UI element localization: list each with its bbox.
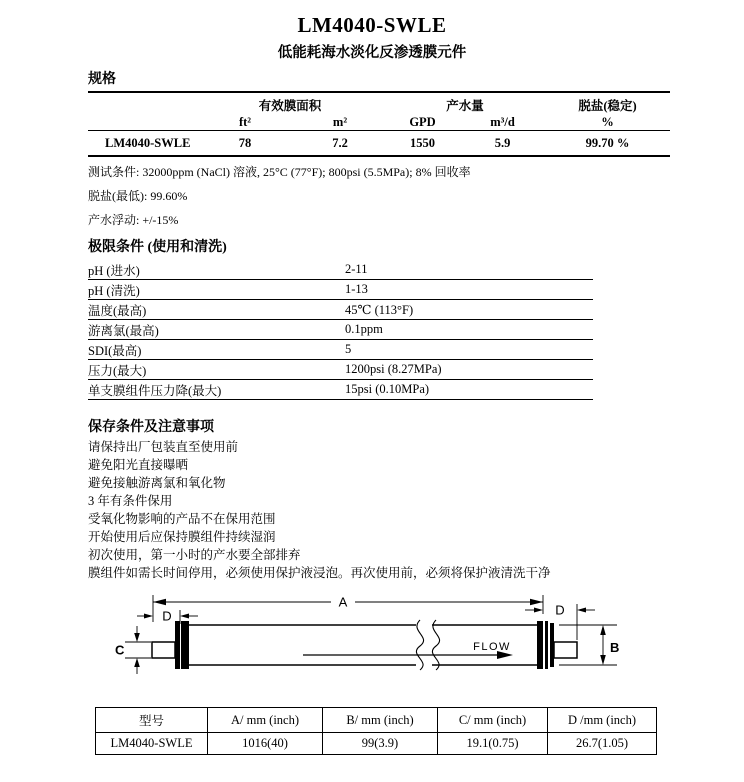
- spec-col-m2: m²: [295, 114, 385, 131]
- dims-c: 19.1(0.75): [438, 733, 548, 755]
- page-title: LM4040-SWLE: [297, 13, 447, 37]
- spec-group-empty: [88, 92, 195, 114]
- dimensions-table: [95, 707, 657, 755]
- test-conditions-note: 测试条件: 32000ppm (NaCl) 溶液, 25°C (77°F); 800psi (5.5MPa); 8% 回收率: [88, 165, 471, 179]
- spec-section: [88, 68, 670, 232]
- limits-row-temperature: [88, 300, 593, 320]
- flow-variation-note: 产水浮动: +/-15%: [88, 213, 179, 227]
- dims-col-d: D /mm (inch): [548, 708, 657, 733]
- storage-heading: 保存条件及注意事项: [88, 420, 214, 435]
- limits-row-sdi: [88, 340, 593, 360]
- limits-row-ph-cleaning: [88, 280, 593, 300]
- dims-col-a: A/ mm (inch): [208, 708, 323, 733]
- dim-label-d-right: D: [555, 602, 565, 618]
- right-end-cap: [537, 621, 554, 669]
- dimension-c: [125, 626, 151, 674]
- spec-data-row: [88, 131, 670, 157]
- min-rejection-note: 脱盐(最低): 99.60%: [88, 189, 188, 203]
- spec-col-ft2: ft²: [195, 114, 295, 131]
- limits-heading: 极限条件 (使用和清洗): [88, 240, 227, 255]
- membrane-element-diagram: [113, 590, 668, 708]
- dimensions-header-row: [96, 708, 657, 733]
- spec-group-header-row: [88, 92, 670, 114]
- spec-col-gpd: GPD: [385, 114, 460, 131]
- limit-label: 游离氯(最高): [88, 320, 345, 340]
- storage-note: 请保持出厂包装直至使用前: [88, 440, 239, 454]
- spec-value-m3d: 5.9: [460, 131, 545, 157]
- dim-label-a: A: [338, 594, 348, 610]
- spec-value-gpd: 1550: [385, 131, 460, 157]
- dimension-a: [153, 595, 543, 622]
- spec-column-header-row: [88, 114, 670, 131]
- limits-row-pressure: [88, 360, 593, 380]
- limits-row-chlorine: [88, 320, 593, 340]
- left-end-cap: [175, 621, 189, 669]
- limit-value: 5: [345, 340, 593, 360]
- limits-section: [88, 236, 593, 400]
- dims-b: 99(3.9): [323, 733, 438, 755]
- spec-group-flow: 产水量: [446, 99, 484, 113]
- limit-label: 压力(最大): [88, 360, 345, 380]
- limit-label: 温度(最高): [88, 300, 345, 320]
- storage-note: 初次使用，第一小时的产水要全部排弃: [88, 548, 301, 562]
- spec-group-rejection: 脱盐(稳定): [578, 99, 637, 113]
- limit-label: pH (清洗): [88, 280, 345, 300]
- page-subtitle: 低能耗海水淡化反渗透膜元件: [277, 45, 467, 61]
- limits-table: [88, 260, 593, 400]
- dim-label-b: B: [610, 640, 620, 655]
- spec-table: [88, 91, 670, 157]
- limit-value: 2-11: [345, 260, 593, 280]
- dim-label-d-left: D: [162, 608, 172, 624]
- dimensions-section: [95, 707, 656, 755]
- spec-value-rejection: 99.70 %: [545, 131, 670, 157]
- storage-note: 受氧化物影响的产品不在保用范围: [88, 512, 276, 526]
- storage-note: 避免接触游离氯和氧化物: [88, 476, 226, 490]
- limit-value: 0.1ppm: [345, 320, 593, 340]
- spec-col-empty: [88, 114, 195, 131]
- dims-col-c: C/ mm (inch): [438, 708, 548, 733]
- dimensions-data-row: [96, 733, 657, 755]
- left-permeate-tube: [152, 642, 175, 658]
- spec-value-m2: 7.2: [295, 131, 385, 157]
- spec-group-area: 有效膜面积: [258, 99, 322, 113]
- limit-value: 45℃ (113°F): [345, 300, 593, 320]
- dims-a: 1016(40): [208, 733, 323, 755]
- dims-col-model: 型号: [96, 708, 208, 733]
- dims-col-b: B/ mm (inch): [323, 708, 438, 733]
- storage-note: 膜组件如需长时间停用，必须使用保护液浸泡。再次使用前，必须将保护液清洗干净: [88, 566, 551, 580]
- limit-label: SDI(最高): [88, 340, 345, 360]
- spec-col-rejection-unit: %: [545, 114, 670, 131]
- storage-note: 3 年有条件保用: [88, 494, 173, 508]
- spec-model: LM4040-SWLE: [88, 131, 195, 157]
- right-permeate-tube: [554, 642, 577, 658]
- limit-label: 单支膜组件压力降(最大): [88, 380, 345, 400]
- limit-value: 1-13: [345, 280, 593, 300]
- limit-value: 1200psi (8.27MPa): [345, 360, 593, 380]
- limit-label: pH (进水): [88, 260, 345, 280]
- storage-section: [88, 416, 688, 582]
- spec-value-ft2: 78: [195, 131, 295, 157]
- flow-label: FLOW: [473, 641, 511, 653]
- spec-heading: 规格: [88, 72, 116, 87]
- dims-d: 26.7(1.05): [548, 733, 657, 755]
- dims-model: LM4040-SWLE: [96, 733, 208, 755]
- storage-note: 避免阳光直接曝晒: [88, 458, 189, 472]
- spec-col-m3d: m³/d: [460, 114, 545, 131]
- limits-row-pressure-drop: [88, 380, 593, 400]
- dim-label-c: C: [115, 642, 125, 658]
- spec-notes: [88, 160, 670, 232]
- limit-value: 15psi (0.10MPa): [345, 380, 593, 400]
- storage-note: 开始使用后应保持膜组件持续湿润: [88, 530, 276, 544]
- limits-row-ph-feed: [88, 260, 593, 280]
